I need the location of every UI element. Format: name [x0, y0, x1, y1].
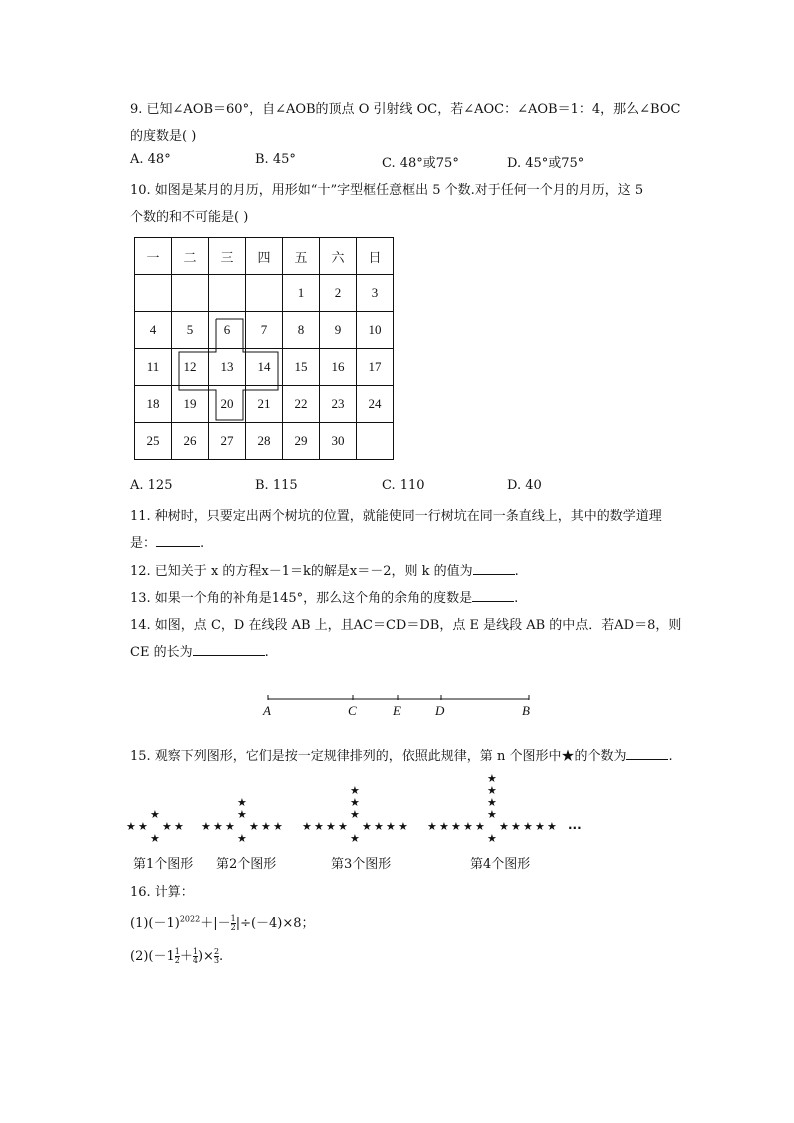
star-mark: ★ — [213, 820, 223, 833]
calendar-header-cell: 三 — [209, 238, 246, 275]
star-mark: ★ — [511, 820, 521, 833]
fraction-denominator: 3 — [213, 956, 220, 965]
calendar-cell: 12 — [172, 349, 209, 386]
q10-option-c: C. 110 — [382, 478, 425, 493]
calendar-cell: 16 — [320, 349, 357, 386]
star-mark: ★ — [374, 820, 384, 833]
point-label-c: C — [348, 703, 357, 718]
q13-stem-text: 13. 如果一个角的补角是145°，那么这个角的余角的度数是 — [130, 591, 473, 606]
q9-option-b: B. 45° — [255, 152, 296, 167]
calendar-cell: 26 — [172, 423, 209, 460]
star-mark: ★ — [398, 820, 408, 833]
q9-option-d: D. 45°或75° — [507, 156, 585, 171]
star-mark: ★ — [201, 820, 211, 833]
star-mark: ★ — [487, 796, 497, 809]
calendar-cell: 15 — [283, 349, 320, 386]
star-mark: ★ — [138, 820, 148, 833]
q9-stem-line1: 9. 已知∠AOB＝60°，自∠AOB的顶点 O 引射线 OC，若∠AOC：∠AOB＝1：4，那么∠BOC — [130, 102, 681, 117]
calendar-cell: 10 — [357, 312, 394, 349]
calendar-cell: 4 — [135, 312, 172, 349]
fraction-denominator: 2 — [174, 956, 180, 965]
star-mark: ★ — [326, 820, 336, 833]
star-mark: ★ — [150, 808, 160, 821]
star-mark: ★ — [237, 808, 247, 821]
star-mark: ★ — [487, 784, 497, 797]
q14-stem-text: CE 的长为 — [130, 645, 193, 660]
calendar-cell: 7 — [246, 312, 283, 349]
q16-p1-abs-open: ＋|－ — [200, 916, 231, 931]
q9-stem-line2: 的度数是( ) — [130, 129, 197, 144]
calendar-cell: 5 — [172, 312, 209, 349]
calendar-cell: 11 — [135, 349, 172, 386]
star-mark: ★ — [126, 820, 136, 833]
star-mark: ★ — [463, 820, 473, 833]
q15-stem — [130, 745, 673, 764]
q16-p2-start: (2)(－1 — [130, 949, 175, 964]
q11-stem-text: 是： — [130, 536, 157, 551]
q11-stem-line1: 11. 种树时，只要定出两个树坑的位置，就能使同一行树坑在同一条直线上，其中的数学道理 — [130, 509, 662, 524]
calendar-cell: 25 — [135, 423, 172, 460]
star-mark: ★ — [487, 832, 497, 845]
calendar-header-cell: 五 — [283, 238, 320, 275]
star-mark: ★ — [150, 832, 160, 845]
star-mark: ★ — [362, 820, 372, 833]
q10-stem-line2: 个数的和不可能是( ) — [130, 210, 249, 225]
q16-part1 — [130, 912, 315, 932]
calendar-cell: 28 — [246, 423, 283, 460]
calendar-cell: 8 — [283, 312, 320, 349]
calendar-cell: 13 — [209, 349, 246, 386]
star-mark: ★ — [427, 820, 437, 833]
q16-p2-times: )× — [197, 949, 214, 964]
calendar-cell: 20 — [209, 386, 246, 423]
star-mark: ★ — [350, 784, 360, 797]
star-mark: ★ — [451, 820, 461, 833]
star-mark: ★ — [386, 820, 396, 833]
star-mark: ★ — [302, 820, 312, 833]
star-mark: ★ — [314, 820, 324, 833]
star-mark: ★ — [162, 820, 172, 833]
calendar-header-cell: 六 — [320, 238, 357, 275]
calendar-cell: 19 — [172, 386, 209, 423]
q16-p1-base: (1)(－1) — [130, 916, 180, 931]
calendar-cell: 14 — [246, 349, 283, 386]
star-mark: ★ — [237, 796, 247, 809]
star-mark: ★ — [338, 820, 348, 833]
figure-caption-4: 第4个图形 — [470, 857, 531, 872]
star-mark: ★ — [475, 820, 485, 833]
calendar-header-cell: 四 — [246, 238, 283, 275]
calendar-cell: 29 — [283, 423, 320, 460]
calendar-header-cell: 二 — [172, 238, 209, 275]
figure-caption-1: 第1个图形 — [133, 857, 194, 872]
q9-option-c: C. 48°或75° — [382, 156, 459, 171]
star-mark: ★ — [225, 820, 235, 833]
figure-caption-3: 第3个图形 — [331, 857, 392, 872]
q14-stem-line1: 14. 如图，点 C，D 在线段 AB 上，且AC＝CD＝DB，点 E 是线段 AB 的中点．若AD＝8，则 — [130, 618, 682, 633]
calendar-cell: 18 — [135, 386, 172, 423]
q12-period: . — [514, 564, 519, 579]
q12-stem-text: 12. 已知关于 x 的方程x－1＝k的解是x＝－2，则 k 的值为 — [130, 564, 473, 579]
fraction-numerator: 2 — [213, 947, 220, 956]
q16-part2 — [130, 945, 223, 965]
calendar-cell: 27 — [209, 423, 246, 460]
figure-caption-2: 第2个图形 — [216, 857, 277, 872]
star-mark: ★ — [350, 796, 360, 809]
q14-period: . — [264, 645, 269, 660]
point-label-d: D — [435, 703, 445, 718]
q16-p2-plus: ＋ — [179, 949, 193, 964]
star-mark: ★ — [499, 820, 509, 833]
point-label-b: B — [522, 703, 530, 718]
fraction-numerator: 1 — [174, 947, 180, 956]
q15-stem-text: 15. 观察下列图形，它们是按一定规律排列的，依照此规律，第 n 个图形中★的个数为 — [130, 749, 627, 764]
calendar-cell: 23 — [320, 386, 357, 423]
star-mark: ★ — [350, 832, 360, 845]
q16-title: 16. 计算： — [130, 885, 194, 900]
star-mark: ★ — [350, 808, 360, 821]
star-mark: ★ — [487, 772, 497, 785]
calendar-cell: 17 — [357, 349, 394, 386]
star-mark: ★ — [439, 820, 449, 833]
q15-period: . — [668, 749, 673, 764]
q10-option-a: A. 125 — [130, 478, 173, 493]
q16-p2-period: . — [219, 949, 224, 964]
q13-period: . — [514, 591, 519, 606]
fraction-denominator: 4 — [192, 956, 198, 965]
star-mark: ★ — [523, 820, 533, 833]
q11-period: . — [200, 536, 205, 551]
star-mark: ★ — [487, 808, 497, 821]
calendar-cell: 1 — [283, 275, 320, 312]
calendar-cell: 6 — [209, 312, 246, 349]
calendar-cell: 30 — [320, 423, 357, 460]
star-mark: ★ — [273, 820, 283, 833]
q10-stem-line1: 10. 如图是某月的月历，用形如“十”字型框任意框出 5 个数.对于任何一个月的月历，这 5 — [130, 183, 644, 198]
ellipsis: ··· — [568, 821, 582, 835]
calendar-cell: 2 — [320, 275, 357, 312]
fraction-numerator: 1 — [230, 914, 236, 923]
q16-p1-rest: |÷(－4)×8； — [235, 916, 315, 931]
calendar-cell: 9 — [320, 312, 357, 349]
star-mark: ★ — [249, 820, 259, 833]
calendar-cell: 22 — [283, 386, 320, 423]
fraction-numerator: 1 — [192, 947, 198, 956]
calendar-cell: 3 — [357, 275, 394, 312]
calendar-cell: 21 — [246, 386, 283, 423]
star-mark: ★ — [174, 820, 184, 833]
q9-option-a: A. 48° — [130, 152, 171, 167]
point-label-e: E — [393, 703, 401, 718]
star-mark: ★ — [261, 820, 271, 833]
q10-option-b: B. 115 — [255, 478, 298, 493]
calendar-header-cell: 一 — [135, 238, 172, 275]
point-label-a: A — [263, 703, 271, 718]
star-mark: ★ — [547, 820, 557, 833]
answer-blank[interactable] — [626, 747, 668, 760]
star-mark: ★ — [535, 820, 545, 833]
fraction-denominator: 2 — [230, 923, 236, 932]
calendar-cell: 24 — [357, 386, 394, 423]
q16-p1-exponent: 2022 — [179, 914, 201, 924]
q10-option-d: D. 40 — [507, 478, 542, 493]
star-mark: ★ — [237, 832, 247, 845]
calendar-header-cell: 日 — [357, 238, 394, 275]
